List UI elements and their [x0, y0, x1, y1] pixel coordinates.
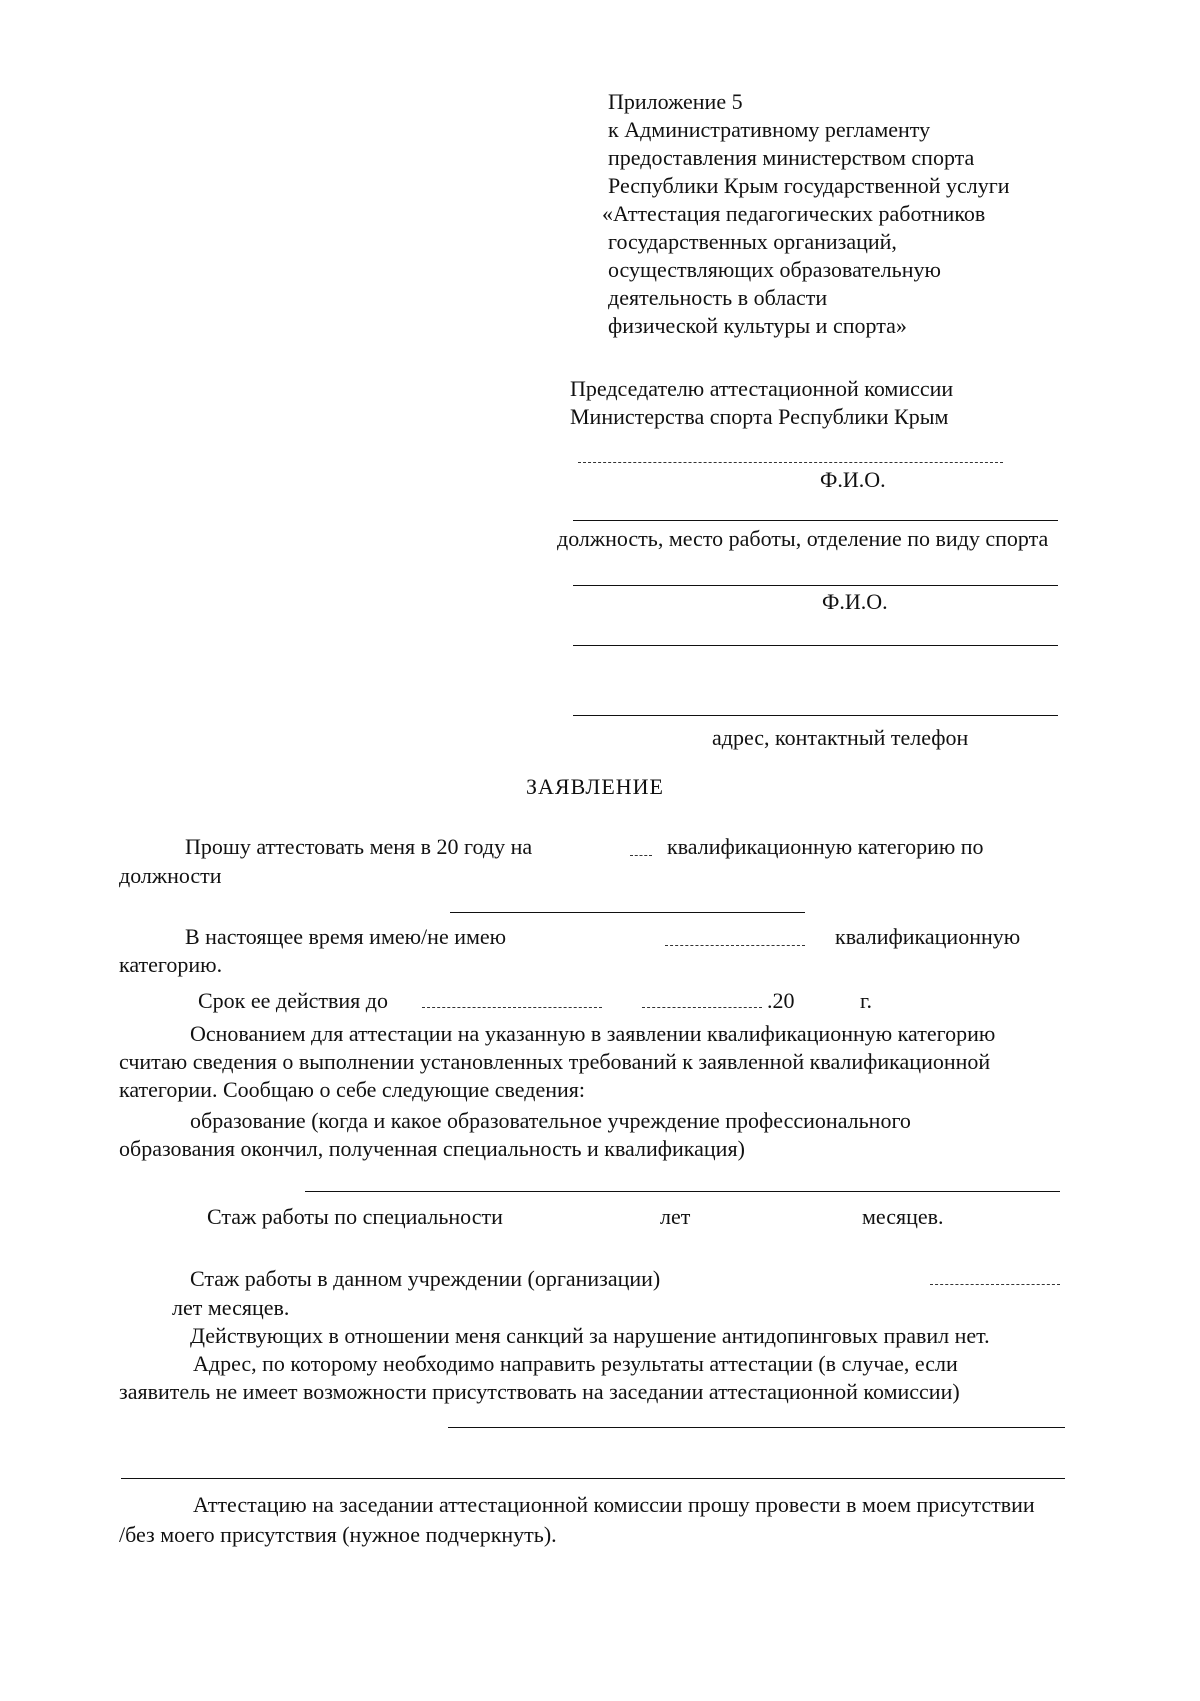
annex-line: деятельность в области: [608, 285, 828, 310]
basis-line-3: категории. Сообщаю о себе следующие сведения:: [119, 1077, 585, 1102]
annex-line: к Административному регламенту: [608, 117, 931, 142]
basis-line-1: Основанием для аттестации на указанную в заявлении квалификационную категорию: [190, 1021, 996, 1046]
document-title: ЗАЯВЛЕНИЕ: [526, 774, 664, 799]
education-line-1: образование (когда и какое образовательное учреждение профессионального: [190, 1108, 911, 1133]
sanctions-statement: Действующих в отношении меня санкций за нарушение антидопинговых правил нет.: [190, 1323, 990, 1348]
institution-experience-line-2: лет месяцев.: [172, 1295, 290, 1320]
annex-line: «Аттестация педагогических работников: [602, 201, 986, 226]
annex-line: Республики Крым государственной услуги: [608, 173, 1010, 198]
validity-date-field[interactable]: [422, 1007, 602, 1008]
experience-years-label: лет: [660, 1204, 691, 1229]
addressee-line-2: Министерства спорта Республики Крым: [570, 404, 949, 429]
applicant-extra-field[interactable]: [573, 645, 1058, 646]
applicant-fio-field[interactable]: [573, 585, 1058, 586]
education-line-2: образования окончил, полученная специальность и квалификация): [119, 1136, 745, 1161]
presence-line-1: Аттестацию на заседании аттестационной комиссии прошу провести в моем присутствии: [193, 1492, 1035, 1517]
annex-line: физической культуры и спорта»: [608, 313, 907, 338]
validity-prefix: Срок ее действия до: [198, 988, 388, 1013]
current-line-1-tail: квалификационную: [835, 924, 1021, 949]
result-address-field-2[interactable]: [121, 1478, 1065, 1479]
basis-line-2: считаю сведения о выполнении установленных требований к заявленной квалификационной: [119, 1049, 991, 1074]
current-line-1: В настоящее время имею/не имею: [185, 924, 507, 949]
annex-line: предоставления министерством спорта: [608, 145, 975, 170]
fio-caption-2: Ф.И.О.: [822, 589, 888, 614]
validity-year: .20: [767, 988, 795, 1013]
institution-experience-field[interactable]: [930, 1284, 1060, 1285]
addressee-line-1: Председателю аттестационной комиссии: [570, 376, 954, 401]
education-field[interactable]: [305, 1191, 1060, 1192]
annex-line: осуществляющих образовательную: [608, 257, 941, 282]
presence-line-2: /без моего присутствия (нужное подчеркнуть).: [119, 1522, 557, 1547]
validity-suffix: г.: [860, 988, 873, 1013]
annex-line: Приложение 5: [608, 89, 743, 114]
result-address-line-2: заявитель не имеет возможности присутствовать на заседании аттестационной комиссии): [119, 1379, 960, 1404]
address-caption: адрес, контактный телефон: [712, 725, 969, 750]
request-line-2: должности: [119, 863, 222, 888]
institution-experience-line-1: Стаж работы в данном учреждении (организации): [190, 1266, 661, 1291]
experience-months-label: месяцев.: [862, 1204, 944, 1229]
position-field[interactable]: [573, 520, 1058, 521]
category-field[interactable]: [630, 855, 652, 856]
fio-chairman-field[interactable]: [578, 462, 1003, 463]
job-position-field[interactable]: [450, 912, 805, 913]
address-field[interactable]: [573, 715, 1058, 716]
position-caption: должность, место работы, отделение по виду спорта: [557, 526, 1049, 551]
result-address-line-1: Адрес, по которому необходимо направить результаты аттестации (в случае, если: [193, 1351, 958, 1376]
result-address-field-1[interactable]: [448, 1427, 1065, 1428]
current-category-field[interactable]: [665, 945, 805, 946]
request-line-1: Прошу аттестовать меня в 20 году на: [185, 834, 533, 859]
annex-line: государственных организаций,: [608, 229, 897, 254]
current-line-2: категорию.: [119, 952, 223, 977]
annex-block: [602, 88, 1010, 340]
request-line-1-tail: квалификационную категорию по: [667, 834, 984, 859]
experience-label: Стаж работы по специальности: [207, 1204, 503, 1229]
fio-caption-1: Ф.И.О.: [820, 467, 886, 492]
validity-month-field[interactable]: [642, 1007, 762, 1008]
